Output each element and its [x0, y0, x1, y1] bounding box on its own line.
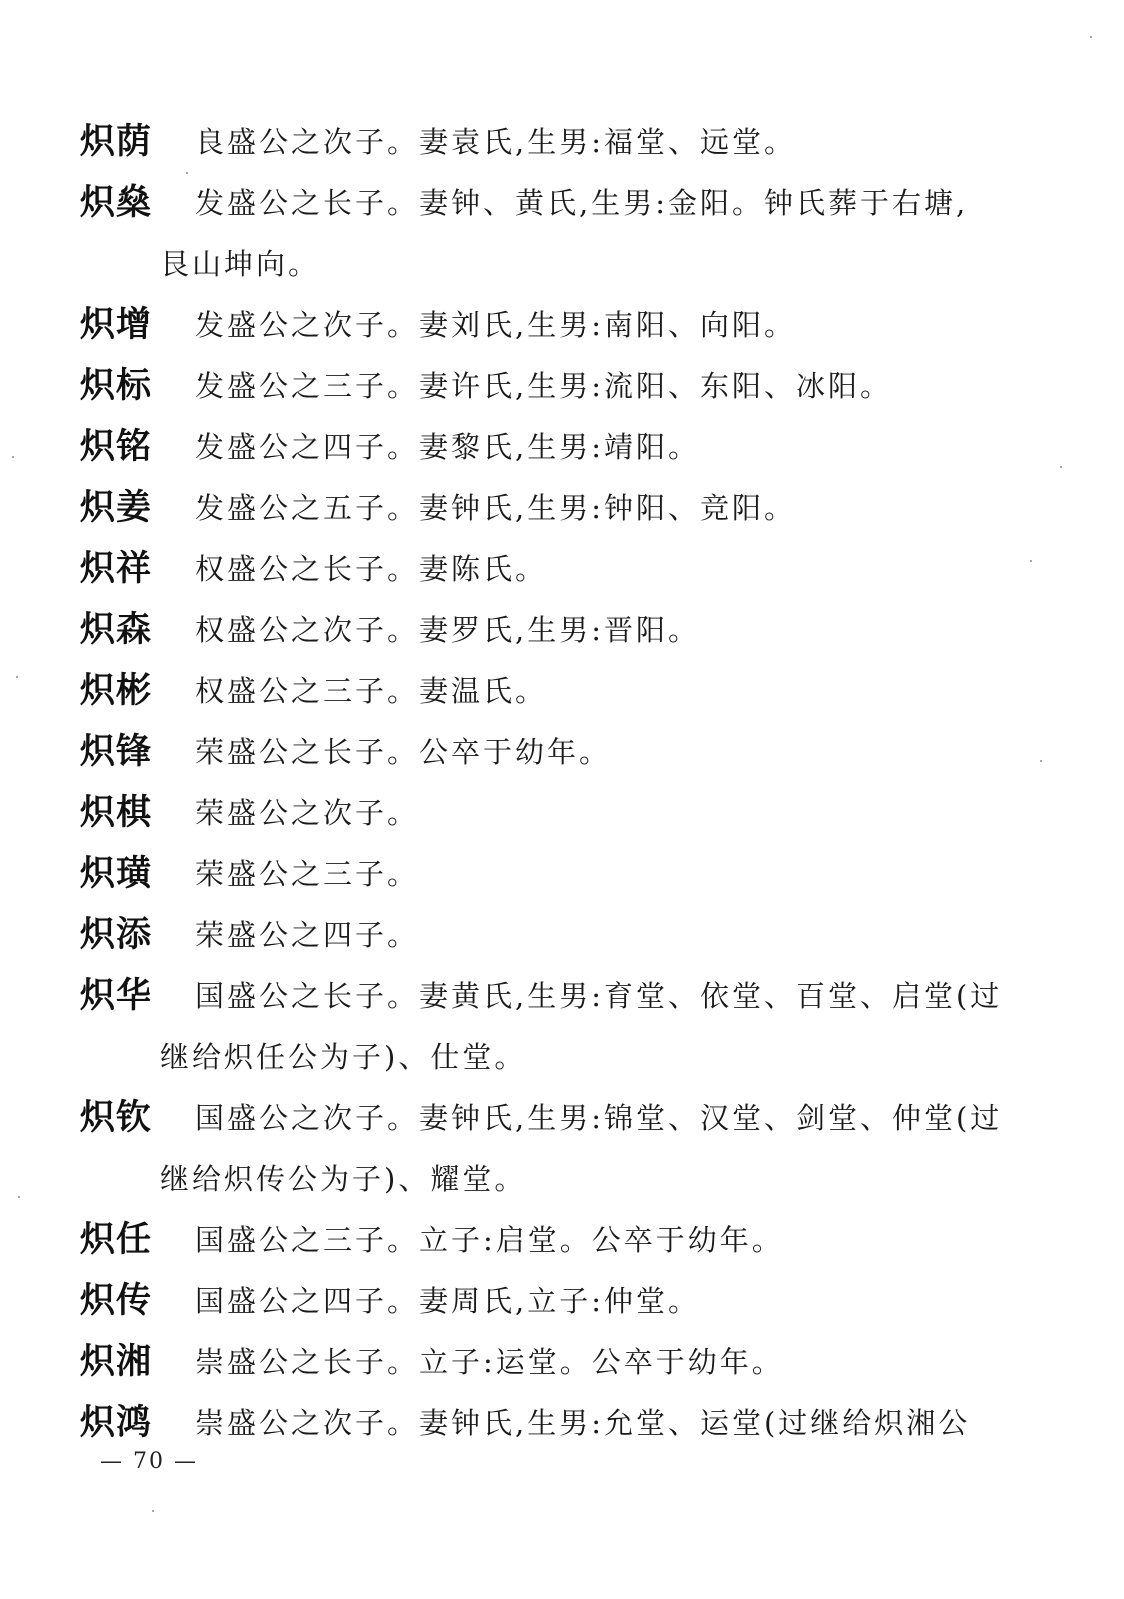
genealogy-entry [80, 539, 1050, 600]
genealogy-entry [80, 783, 1050, 844]
genealogy-entry [80, 905, 1050, 966]
entry-name: 炽锋 [80, 732, 153, 772]
entry-text-continued: 继给炽传公为子)、耀堂。 [160, 1162, 527, 1196]
entry-text: 发盛公之五子。妻钟氏,生男:钟阳、竞阳。 [195, 491, 796, 525]
entry-name: 炽传 [80, 1281, 153, 1321]
genealogy-entry [80, 1088, 1050, 1210]
entry-name: 炽增 [80, 305, 153, 345]
entry-name: 炽荫 [80, 122, 153, 162]
entry-text: 权盛公之三子。妻温氏。 [195, 674, 548, 708]
entry-name: 炽祥 [80, 549, 153, 589]
entry-name: 炽姜 [80, 488, 153, 528]
scan-speck [1060, 466, 1062, 468]
entry-text: 荣盛公之四子。 [195, 918, 420, 952]
entry-text: 国盛公之三子。立子:启堂。公卒于幼年。 [195, 1223, 784, 1257]
scan-speck [12, 456, 14, 458]
entry-name: 炽任 [80, 1220, 153, 1260]
genealogy-entry [80, 112, 1050, 173]
genealogy-entry [80, 1393, 1050, 1454]
entry-text: 发盛公之次子。妻刘氏,生男:南阳、向阳。 [195, 308, 796, 342]
genealogy-entry [80, 661, 1050, 722]
genealogy-entry [80, 478, 1050, 539]
entry-text: 发盛公之长子。妻钟、黄氏,生男:金阳。钟氏葬于右塘, [195, 186, 969, 220]
page-number: — 70 — [100, 1449, 198, 1474]
entry-name: 炽添 [80, 915, 153, 955]
scan-speck [16, 676, 18, 678]
entry-text-continued: 艮山坤向。 [160, 247, 321, 281]
entry-name: 炽璜 [80, 854, 153, 894]
entry-name: 炽彬 [80, 671, 153, 711]
entry-name: 炽棋 [80, 793, 153, 833]
scan-speck [152, 1510, 154, 1512]
scan-speck [18, 1196, 20, 1198]
entry-text: 崇盛公之次子。妻钟氏,生男:允堂、运堂(过继给炽湘公 [195, 1406, 971, 1440]
entry-text: 权盛公之长子。妻陈氏。 [195, 552, 548, 586]
entry-text: 发盛公之四子。妻黎氏,生男:靖阳。 [195, 430, 700, 464]
entry-name: 炽燊 [80, 183, 153, 223]
entry-text: 荣盛公之次子。 [195, 796, 420, 830]
entry-name: 炽铭 [80, 427, 153, 467]
genealogy-entry [80, 966, 1050, 1088]
genealogy-entry [80, 1332, 1050, 1393]
entry-name: 炽钦 [80, 1098, 153, 1138]
entry-text: 崇盛公之长子。立子:运堂。公卒于幼年。 [195, 1345, 784, 1379]
entry-text: 荣盛公之三子。 [195, 857, 420, 891]
genealogy-entry [80, 722, 1050, 783]
genealogy-entry [80, 1271, 1050, 1332]
genealogy-entries [80, 112, 1050, 1454]
entry-text: 荣盛公之长子。公卒于幼年。 [195, 735, 612, 769]
entry-text: 权盛公之次子。妻罗氏,生男:晋阳。 [195, 613, 700, 647]
genealogy-entry [80, 295, 1050, 356]
entry-name: 炽森 [80, 610, 153, 650]
scan-speck [1090, 36, 1092, 38]
entry-text-continued: 继给炽任公为子)、仕堂。 [160, 1040, 527, 1074]
entry-name: 炽华 [80, 976, 153, 1016]
genealogy-entry [80, 844, 1050, 905]
entry-name: 炽湘 [80, 1342, 153, 1382]
genealogy-entry [80, 600, 1050, 661]
entry-text: 国盛公之四子。妻周氏,立子:仲堂。 [195, 1284, 700, 1318]
entry-text: 发盛公之三子。妻许氏,生男:流阳、东阳、冰阳。 [195, 369, 892, 403]
entry-name: 炽鸿 [80, 1403, 153, 1443]
genealogy-entry [80, 356, 1050, 417]
genealogy-entry [80, 417, 1050, 478]
entry-name: 炽标 [80, 366, 153, 406]
genealogy-entry [80, 1210, 1050, 1271]
genealogy-entry [80, 173, 1050, 295]
entry-text: 国盛公之次子。妻钟氏,生男:锦堂、汉堂、剑堂、仲堂(过 [195, 1101, 1003, 1135]
entry-text: 国盛公之长子。妻黄氏,生男:育堂、依堂、百堂、启堂(过 [195, 979, 1003, 1013]
entry-text: 良盛公之次子。妻袁氏,生男:福堂、远堂。 [195, 125, 796, 159]
